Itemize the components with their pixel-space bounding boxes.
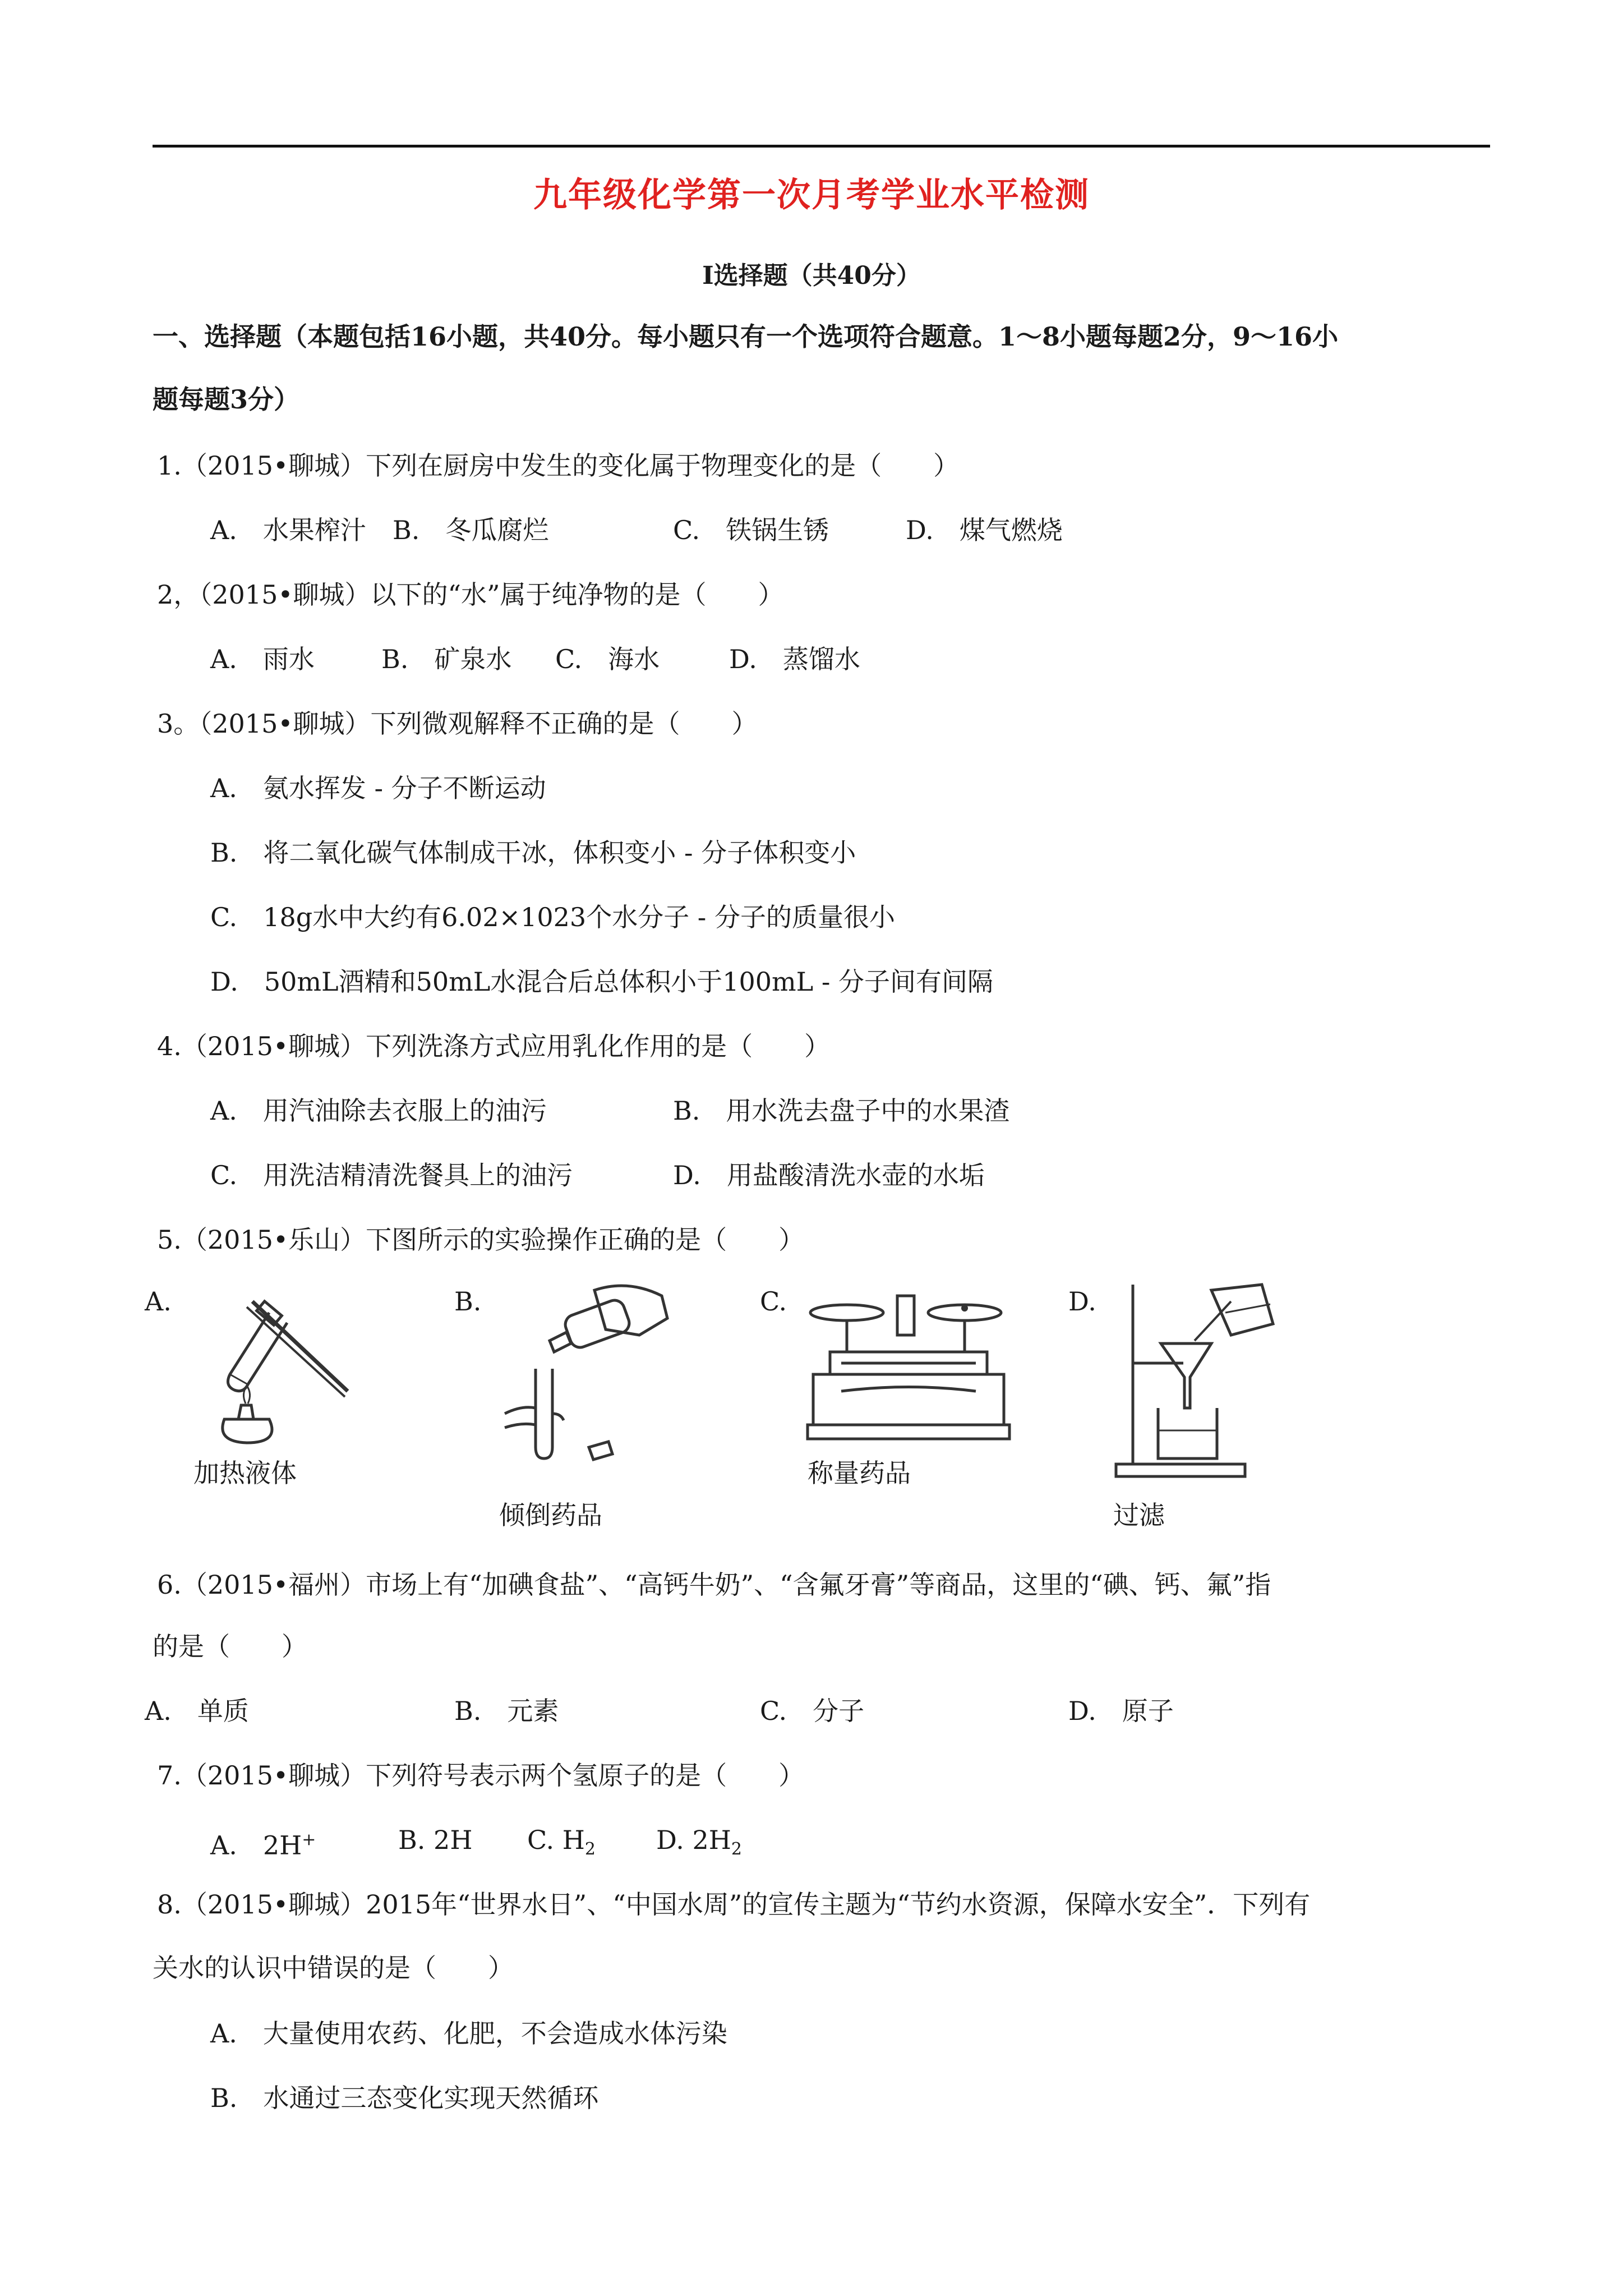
question-1-option-c: C. 铁锅生锈: [673, 515, 829, 545]
question-8-stem-line-1: 8.（2015•聊城）2015年“世界水日”、“中国水周”的宣传主题为“节约水资源，保障水安全”．下列有: [157, 1889, 1311, 1920]
balance-figure: [796, 1273, 1021, 1447]
question-7-option-a: A. 2H+: [210, 1830, 316, 1861]
question-8-option-a: A. 大量使用农药、化肥，不会造成水体污染: [210, 2018, 727, 2049]
question-3-option-c: C. 18g水中大约有6.02×1023个水分子 - 分子的质量很小: [210, 902, 895, 932]
filtration-figure: [1110, 1279, 1301, 1481]
question-3-stem: 3。（2015•聊城）下列微观解释不正确的是（ ）: [157, 708, 758, 739]
question-4-option-d: D. 用盐酸清洗水壶的水垢: [673, 1160, 985, 1190]
question-7-option-d: D. $2H_2$: [656, 1825, 742, 1860]
question-6-option-a: A. 单质: [145, 1696, 249, 1726]
question-7-stem: 7.（2015•聊城）下列符号表示两个氢原子的是（ ）: [157, 1760, 805, 1791]
question-6-option-d: D. 原子: [1068, 1696, 1174, 1726]
caption-pouring-reagent: 倾倒药品: [499, 1500, 602, 1530]
question-5-label-c: C.: [760, 1286, 787, 1317]
question-4-option-a: A. 用汽油除去衣服上的油污: [210, 1096, 547, 1126]
heating-liquid-figure: [185, 1279, 365, 1453]
question-6-option-b: B. 元素: [454, 1696, 559, 1726]
question-1-stem: 1.（2015•聊城）下列在厨房中发生的变化属于物理变化的是（ ）: [157, 450, 960, 481]
page-title: 九年级化学第一次月考学业水平检测: [533, 176, 1090, 215]
question-1-option-d: D. 煤气燃烧: [906, 515, 1063, 545]
question-4-option-b: B. 用水洗去盘子中的水果渣: [673, 1096, 1010, 1126]
question-2-option-a: A. 雨水: [210, 644, 315, 674]
question-2-option-d: D. 蒸馏水: [729, 644, 860, 674]
question-7-option-b: B. 2H: [398, 1825, 473, 1855]
instructions-line-1: 一、选择题（本题包括16小题，共40分。每小题只有一个选项符合题意。1～8小题每题2分，9～16小: [153, 321, 1339, 352]
question-3-option-a: A. 氨水挥发 - 分子不断运动: [210, 773, 546, 803]
question-5-label-d: D.: [1068, 1286, 1096, 1317]
instructions-line-2: 题每题3分）: [153, 384, 300, 415]
question-2-option-c: C. 海水: [555, 644, 660, 674]
question-6-stem-line-1: 6.（2015•福州）市场上有“加碘食盐”、“高钙牛奶”、“含氟牙膏”等商品，这里的“碘、钙、氟”指: [157, 1570, 1271, 1600]
question-5-label-a: A.: [145, 1286, 172, 1317]
question-8-stem-line-2: 关水的认识中错误的是（ ）: [153, 1953, 514, 1983]
question-4-option-c: C. 用洗洁精清洗餐具上的油污: [210, 1160, 573, 1190]
pouring-reagent-figure: [482, 1273, 695, 1464]
question-5-label-b: B.: [454, 1286, 482, 1317]
question-4-stem: 4.（2015•聊城）下列洗涤方式应用乳化作用的是（ ）: [157, 1031, 831, 1061]
caption-heating-liquid: 加热液体: [193, 1458, 297, 1488]
question-1-option-b: B. 冬瓜腐烂: [393, 515, 549, 545]
question-1-option-a: A. 水果榨汁: [210, 515, 366, 545]
question-3-option-d: D. 50mL酒精和50mL水混合后总体积小于100mL - 分子间有间隔: [210, 967, 994, 997]
section-title: Ⅰ选择题（共40分）: [702, 261, 921, 290]
question-6-stem-line-2: 的是（ ）: [153, 1631, 307, 1662]
question-6-option-c: C. 分子: [760, 1696, 865, 1726]
question-7-option-c: C. $H_2$: [527, 1825, 596, 1860]
question-3-option-b: B. 将二氧化碳气体制成干冰，体积变小 - 分子体积变小: [210, 838, 856, 868]
question-2-option-b: B. 矿泉水: [381, 644, 512, 674]
header-rule: [153, 145, 1490, 148]
question-2-stem: 2，（2015•聊城）以下的“水”属于纯净物的是（ ）: [157, 579, 784, 610]
caption-weighing: 称量药品: [808, 1458, 911, 1488]
caption-filtration: 过滤: [1113, 1500, 1165, 1530]
question-5-stem: 5.（2015•乐山）下图所示的实验操作正确的是（ ）: [157, 1225, 805, 1255]
question-8-option-b: B. 水通过三态变化实现天然循环: [210, 2083, 599, 2113]
